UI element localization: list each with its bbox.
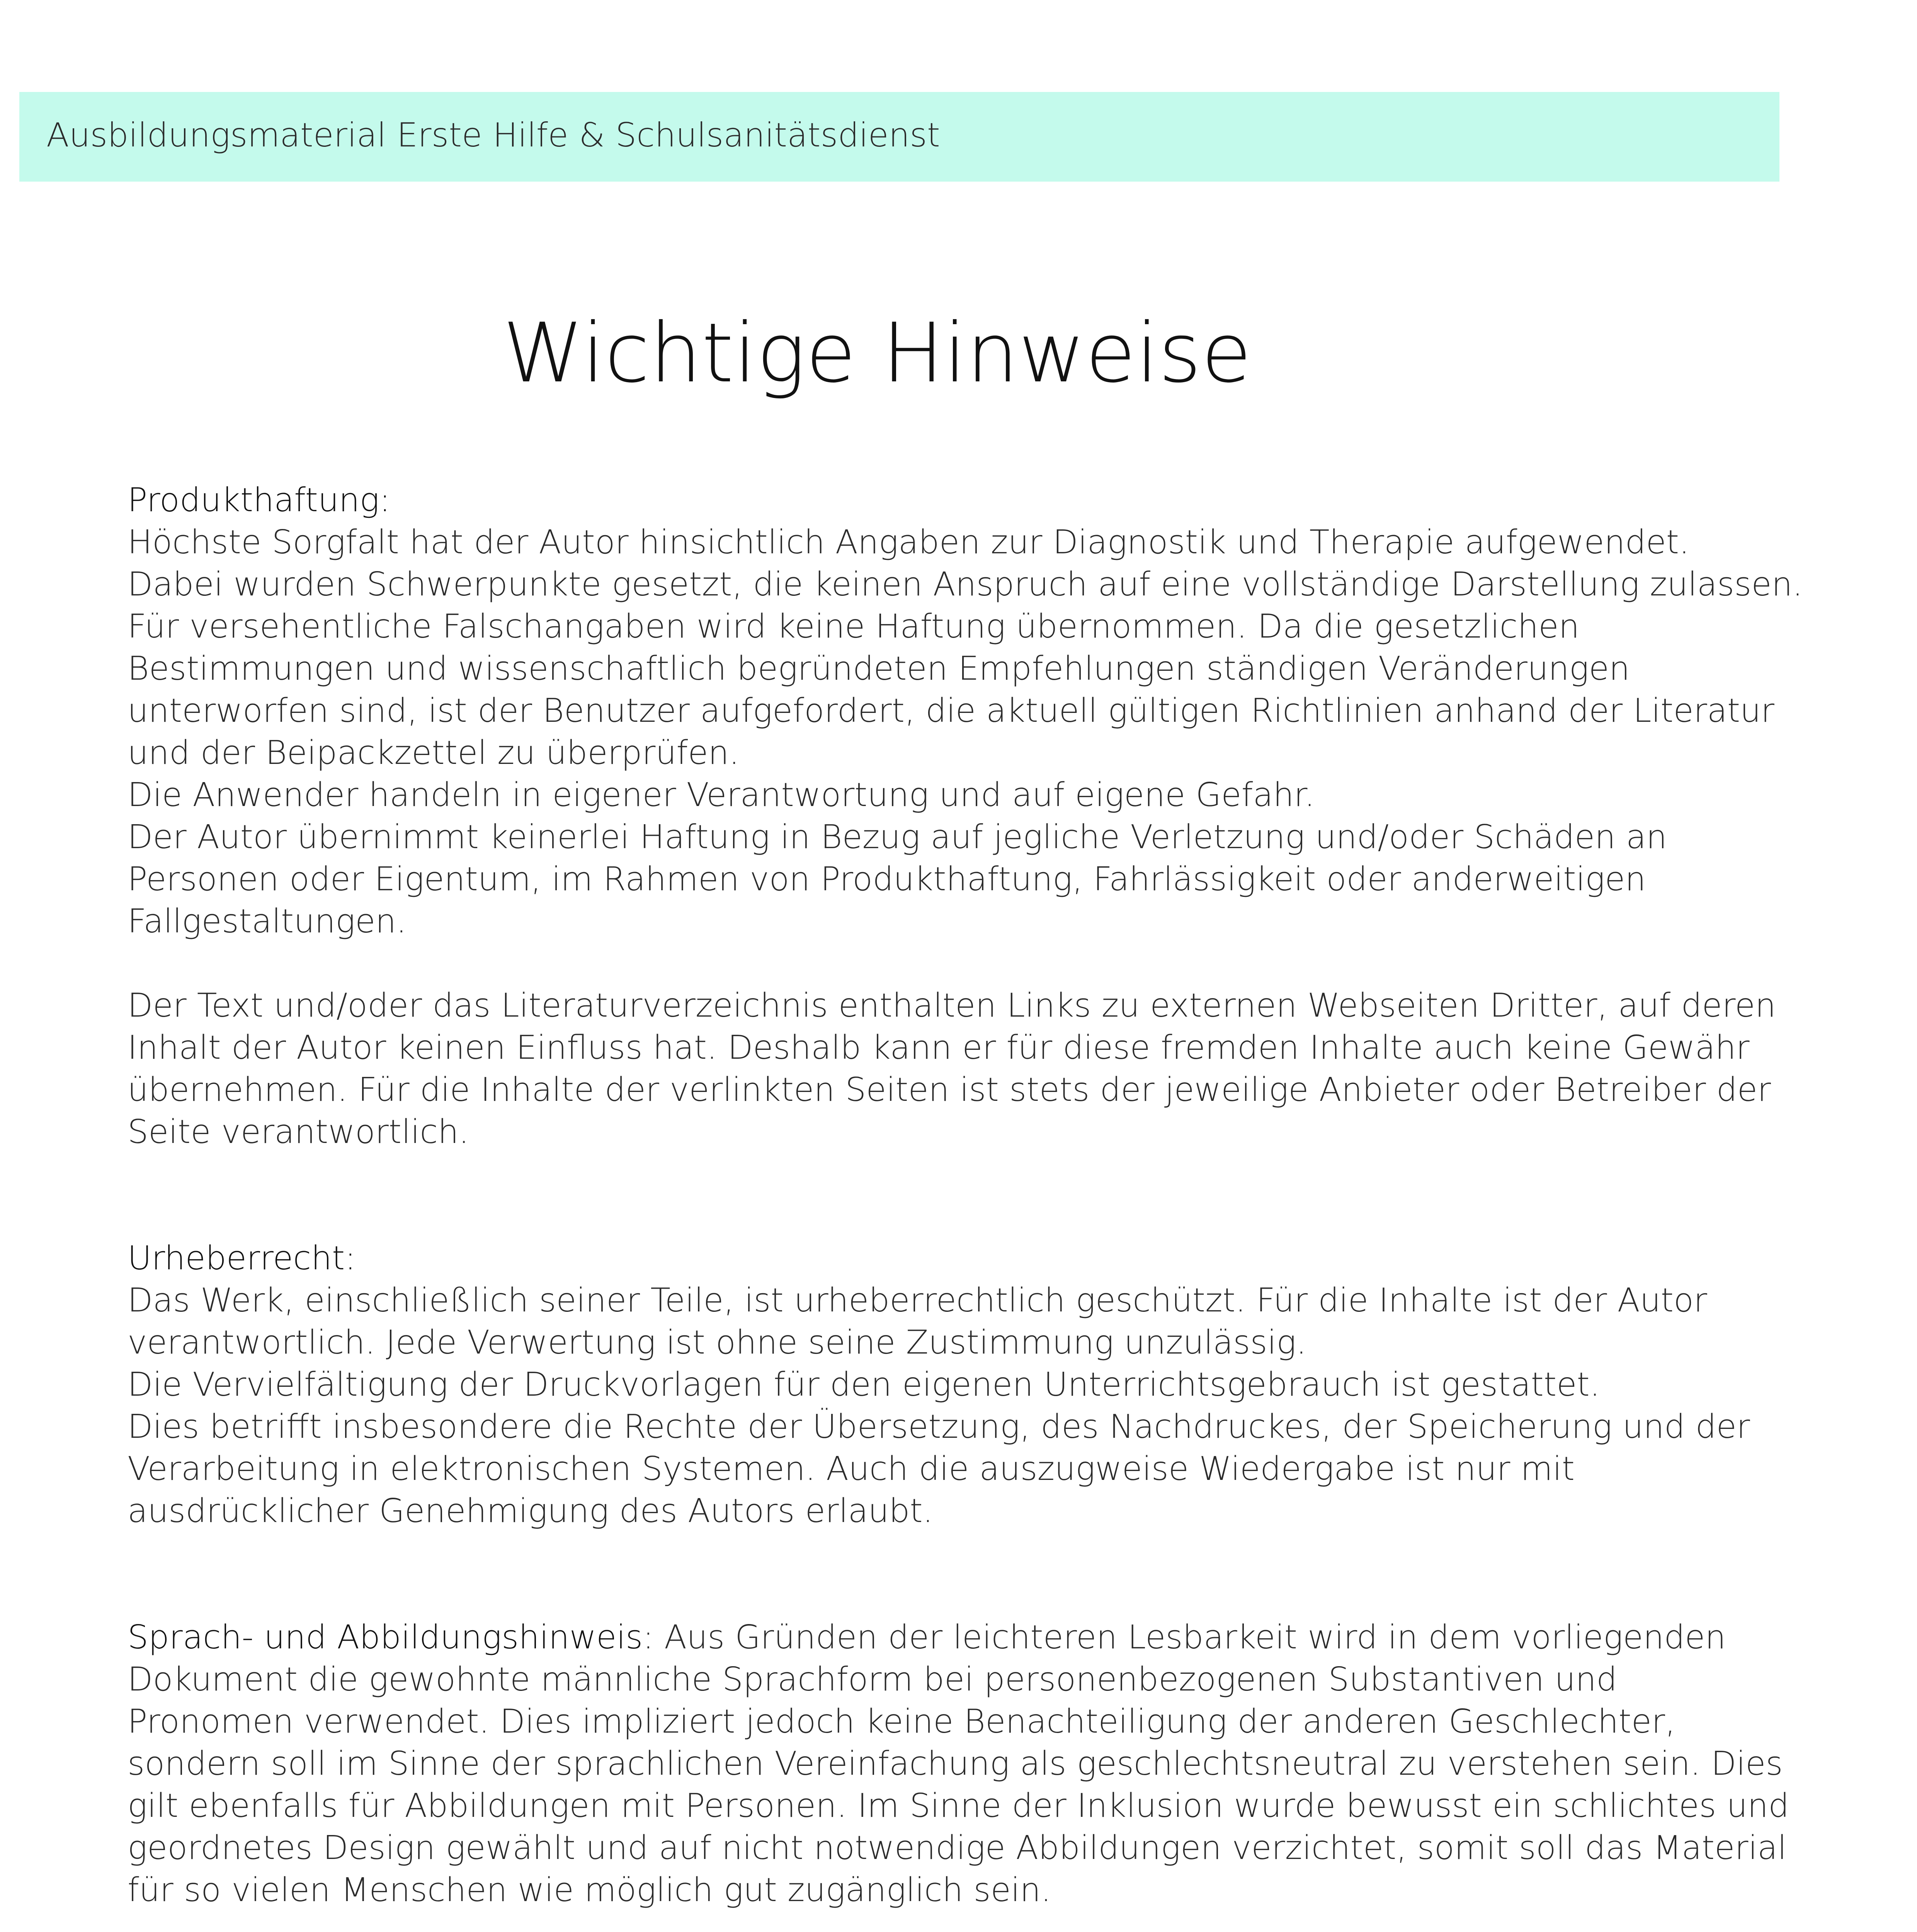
paragraph-text: : Aus Gründen der leichteren Lesbarkeit wird in dem vorliegenden [643,1618,1726,1656]
header-title: Ausbildungsmaterial Erste Hilfe & Schulsanitätsdienst [46,116,940,155]
document-body [128,479,1803,1932]
paragraph-line: übernehmen. Für die Inhalte der verlinkten Seiten ist stets der jeweilige Anbieter oder Betreiber der [128,1071,1771,1109]
paragraph-line: verantwortlich. Jede Verwertung ist ohne seine Zustimmung unzulässig. [128,1323,1307,1362]
paragraph-line: Das Werk, einschließlich seiner Teile, ist urheberrechtlich geschützt. Für die Inhalte ist der Autor [128,1281,1707,1320]
paragraph-line: sondern soll im Sinne der sprachlichen Vereinfachung als geschlechtsneutral zu verstehen sein. Dies [128,1745,1783,1783]
paragraph-line: Die Anwender handeln in eigener Verantwortung und auf eigene Gefahr. [128,776,1315,814]
paragraph-line: Der Text und/oder das Literaturverzeichnis enthalten Links zu externen Webseiten Dritter, auf deren [128,986,1776,1025]
paragraph-line: für so vielen Menschen wie möglich gut zugänglich sein. [128,1871,1051,1909]
paragraph-line: Höchste Sorgfalt hat der Autor hinsichtlich Angaben zur Diagnostik und Therapie aufgewendet. [128,523,1690,561]
paragraph-line: Fallgestaltungen. [128,902,407,940]
paragraph-line: Die Vervielfältigung der Druckvorlagen für den eigenen Unterrichtsgebrauch ist gestattet. [128,1366,1600,1404]
paragraph-line: Seite verantwortlich. [128,1113,469,1151]
paragraph-line: gilt ebenfalls für Abbildungen mit Personen. Im Sinne der Inklusion wurde bewusst ein schlichtes und [128,1787,1789,1825]
paragraph-line: Inhalt der Autor keinen Einfluss hat. Deshalb kann er für diese fremden Inhalte auch keine Gewähr [128,1029,1750,1067]
header-band [19,92,1779,182]
paragraph-line: unterworfen sind, ist der Benutzer aufgefordert, die aktuell gültigen Richtlinien anhand der Literatur [128,692,1774,730]
paragraph-line: geordnetes Design gewählt und auf nicht notwendige Abbildungen verzichtet, somit soll das Material [128,1829,1787,1867]
spacer [128,1532,1770,1616]
paragraph-line: Für versehentliche Falschangaben wird keine Haftung übernommen. Da die gesetzlichen [128,607,1580,646]
section-heading-urheberrecht: Urheberrecht: [128,1239,356,1277]
paragraph-line: und der Beipackzettel zu überprüfen. [128,734,740,772]
paragraph-line: Pronomen verwendet. Dies impliziert jedoch keine Benachteiligung der anderen Geschlechter, [128,1702,1676,1741]
paragraph-line: Der Autor übernimmt keinerlei Haftung in Bezug auf jegliche Verletzung und/oder Schäden an [128,818,1667,856]
paragraph-line-sprachhinweis-first [128,1616,1770,1658]
paragraph-line: Dokument die gewohnte männliche Sprachform bei personenbezogenen Substantiven und [128,1660,1618,1699]
paragraph-line: ausdrücklicher Genehmigung des Autors erlaubt. [128,1492,933,1530]
page-title: Wichtige Hinweise [502,305,1252,401]
spacer [128,1153,1770,1237]
section-heading-sprachhinweis: Sprach- und Abbildungshinweis [128,1618,643,1656]
paragraph-line: Verarbeitung in elektronischen Systemen. Auch die auszugweise Wiedergabe ist nur mit [128,1450,1575,1488]
spacer [128,1911,1770,1932]
spacer [128,942,1770,985]
paragraph-line: Dabei wurden Schwerpunkte gesetzt, die keinen Anspruch auf eine vollständige Darstellung zulassen. [128,565,1803,604]
paragraph-line: Dies betrifft insbesondere die Rechte der Übersetzung, des Nachdruckes, der Speicherung und der [128,1408,1750,1446]
section-heading-produkthaftung: Produkthaftung: [128,481,391,519]
paragraph-line: Personen oder Eigentum, im Rahmen von Produkthaftung, Fahrlässigkeit oder anderweitigen [128,860,1646,898]
paragraph-line: Bestimmungen und wissenschaftlich begründeten Empfehlungen ständigen Veränderungen [128,650,1630,688]
